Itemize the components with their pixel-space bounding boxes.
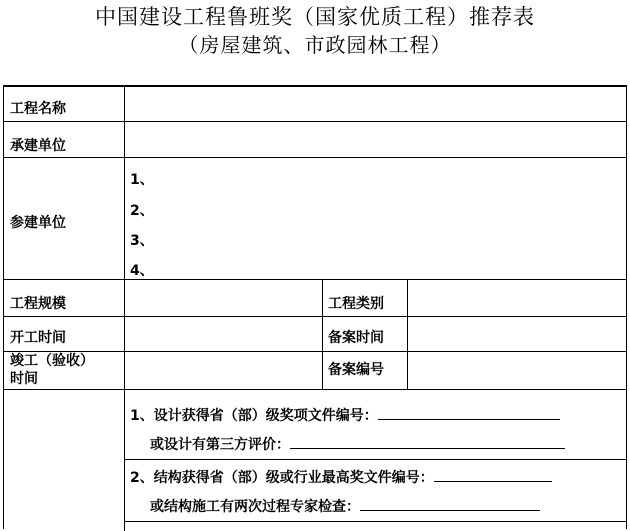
recommendation-form — [3, 85, 627, 529]
participant-item[interactable]: 1、 — [130, 172, 154, 188]
award-structure-label: 2、结构获得省（部）级或行业最高奖文件编号： — [130, 470, 434, 486]
award-structure-alt-label: 或结构施工有两次过程专家检查： — [150, 499, 360, 515]
award-design-alt-line — [150, 434, 565, 454]
start-time-label: 开工时间 — [10, 330, 66, 346]
filing-number-label: 备案编号 — [328, 362, 384, 378]
row-divider — [4, 389, 626, 390]
award-design-alt-blank[interactable] — [290, 434, 565, 449]
row-divider — [124, 521, 626, 522]
project-name-field[interactable] — [125, 87, 626, 121]
start-time-field[interactable] — [125, 317, 322, 351]
row-divider — [124, 459, 626, 460]
project-scale-field[interactable] — [125, 280, 322, 316]
award-structure-alt-line — [150, 496, 540, 516]
document-title: 中国建设工程鲁班奖（国家优质工程）推荐表 — [95, 5, 535, 29]
filing-time-label: 备案时间 — [328, 330, 384, 346]
filing-time-field[interactable] — [408, 317, 626, 351]
award-structure-line — [130, 467, 552, 487]
completion-label-line2: 时间 — [10, 371, 38, 387]
row-divider — [4, 157, 626, 158]
document-subtitle: （房屋建筑、市政园林工程） — [178, 33, 452, 57]
column-divider — [322, 279, 323, 389]
participant-item[interactable]: 3、 — [130, 233, 154, 249]
project-name-label: 工程名称 — [10, 101, 66, 117]
filing-number-field[interactable] — [408, 352, 626, 389]
participant-unit-label: 参建单位 — [10, 215, 66, 231]
project-category-label: 工程类别 — [328, 296, 384, 312]
completion-label-line1: 竣工（验收） — [10, 353, 94, 369]
award-design-alt-label: 或设计有第三方评价： — [150, 437, 290, 453]
award-design-label: 1、设计获得省（部）级奖项文件编号： — [130, 408, 378, 424]
project-scale-label: 工程规模 — [10, 296, 66, 312]
award-structure-alt-blank[interactable] — [360, 496, 540, 511]
builder-unit-label: 承建单位 — [10, 138, 66, 154]
builder-unit-field[interactable] — [125, 122, 626, 157]
completion-time-field[interactable] — [125, 352, 322, 389]
participant-item[interactable]: 2、 — [130, 203, 154, 219]
project-category-field[interactable] — [408, 280, 626, 316]
award-design-line — [130, 405, 560, 425]
award-structure-blank[interactable] — [434, 467, 552, 482]
award-design-blank[interactable] — [378, 405, 560, 420]
participant-item[interactable]: 4、 — [130, 263, 154, 279]
